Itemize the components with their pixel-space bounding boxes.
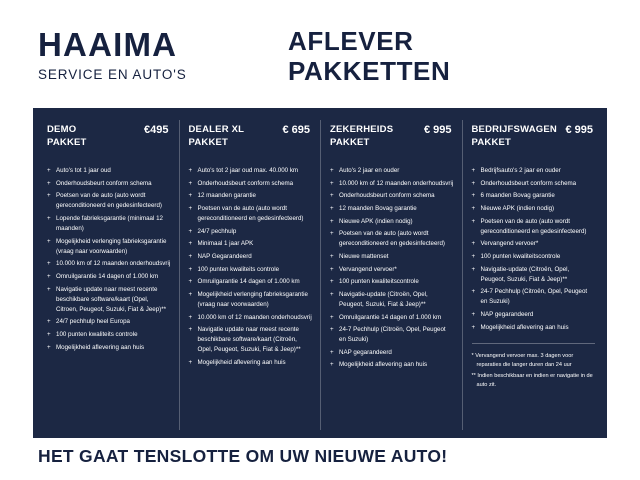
- list-item: + Auto's tot 1 jaar oud: [47, 166, 171, 176]
- package-title-line1: DEMO: [47, 124, 77, 135]
- package-title: [47, 124, 87, 150]
- list-item: + Auto's 2 jaar en ouder: [330, 166, 454, 176]
- page-title-line1: AFLEVER: [288, 26, 414, 56]
- list-item: + Mogelijkheid aflevering aan huis: [47, 343, 171, 353]
- list-item: + Vervangend vervoer*: [330, 265, 454, 275]
- packages-panel: [33, 108, 607, 438]
- package-title-line1: ZEKERHEIDS: [330, 124, 394, 135]
- list-item: + 12 maanden garantie: [189, 191, 313, 201]
- list-item: + Poetsen van de auto (auto wordt gereconditioneerd en gedesinfecteerd): [47, 191, 171, 211]
- package-header: [189, 124, 313, 158]
- package-card-dealer-xl[interactable]: [179, 116, 321, 432]
- list-item: + 100 punten kwaliteitscontrole: [472, 252, 596, 262]
- package-title: [189, 124, 245, 150]
- list-item: + 24/7 pechhulp: [189, 227, 313, 237]
- footnote-navigatie: ** Indien beschikbaar en indien er navigatie in de auto zit.: [471, 373, 593, 389]
- brand-logo: [38, 28, 278, 82]
- brand-subtitle: SERVICE EN AUTO'S: [38, 67, 187, 82]
- list-item: + Lopende fabrieksgarantie (minimaal 12 maanden): [47, 214, 171, 234]
- brand-name: HAAIMA: [38, 26, 178, 63]
- list-item: + Navigatie-update (Citroën, Opel, Peugeot, Suzuki, Fiat & Jeep)**: [472, 265, 596, 285]
- list-item: + 100 punten kwaliteits controle: [47, 330, 171, 340]
- list-item: + Mogelijkheid verlenging fabrieksgarantie (vraag naar voorwaarden): [47, 237, 171, 257]
- package-title: [471, 124, 557, 150]
- list-item: + 100 punten kwaliteitscontrole: [330, 277, 454, 287]
- list-item: + Mogelijkheid aflevering aan huis: [472, 323, 596, 333]
- list-item: + Minimaal 1 jaar APK: [189, 239, 313, 249]
- list-item: + Onderhoudsbeurt conform schema: [330, 191, 454, 201]
- list-item: + 10.000 km of 12 maanden onderhoudsvrij: [189, 313, 313, 323]
- package-feature-list: [330, 166, 454, 371]
- package-card-bedrijfswagen[interactable]: [462, 116, 604, 432]
- package-header: [330, 124, 454, 158]
- list-item: + Mogelijkheid verlenging fabrieksgarantie (vraag naar voorwaarden): [189, 290, 313, 310]
- package-title-line1: BEDRIJFSWAGEN: [471, 124, 557, 135]
- page-title-line2: PAKKETTEN: [288, 56, 451, 87]
- package-card-demo[interactable]: [37, 116, 179, 432]
- list-item: + Onderhoudsbeurt conform schema: [189, 179, 313, 189]
- package-header: [47, 124, 171, 158]
- list-item: + 24-7 Pechhulp (Citroën, Opel, Peugeot en Suzuki): [330, 325, 454, 345]
- list-item: + 12 maanden Bovag garantie: [330, 204, 454, 214]
- page-title: [288, 26, 450, 87]
- package-footnotes: [472, 343, 596, 391]
- package-card-zekerheids[interactable]: [320, 116, 462, 432]
- list-item: + 24-7 Pechhulp (Citroën, Opel, Peugeot en Suzuki): [472, 287, 596, 307]
- list-item: + NAP gegarandeerd: [330, 348, 454, 358]
- list-item: + Bedrijfsauto's 2 jaar en ouder: [472, 166, 596, 176]
- list-item: + Nieuwe mattenset: [330, 252, 454, 262]
- packages-container: [33, 108, 607, 438]
- list-item: + Omruilgarantie 14 dagen of 1.000 km: [47, 272, 171, 282]
- list-item: + NAP Gegarandeerd: [189, 252, 313, 262]
- package-title-line1: DEALER XL: [188, 124, 245, 135]
- list-item: + Omruilgarantie 14 dagen of 1.000 km: [189, 277, 313, 287]
- footer: [0, 438, 640, 480]
- list-item: + Nieuwe APK (indien nodig): [472, 204, 596, 214]
- list-item: + Poetsen van de auto (auto wordt gereconditioneerd en gedesinfecteerd): [330, 229, 454, 249]
- package-title-line2: PAKKET: [47, 136, 87, 148]
- list-item: + Auto's tot 2 jaar oud max. 40.000 km: [189, 166, 313, 176]
- footnote-vervangend-vervoer: * Vervangend vervoer max. 3 dagen voor reparaties die langer duren dan 24 uur: [471, 352, 574, 368]
- package-header: [472, 124, 596, 158]
- list-item: + 100 punten kwaliteits controle: [189, 265, 313, 275]
- list-item: + Mogelijkheid aflevering aan huis: [330, 360, 454, 370]
- package-feature-list: [472, 166, 596, 333]
- list-item: + 10.000 km of 12 maanden onderhoudsvrij: [330, 179, 454, 189]
- list-item: + Nieuwe APK (indien nodig): [330, 217, 454, 227]
- list-item: + Poetsen van de auto (auto wordt gereconditioneerd en gedesinfecteerd): [189, 204, 313, 224]
- list-item: + Navigatie update naar meest recente beschikbare software/kaart (Opel, Citroen, Peugeot, Suzuki, Fiat & Jeep)**: [47, 285, 171, 315]
- list-item: + 10.000 km of 12 maanden onderhoudsvrij: [47, 259, 171, 269]
- package-price: € 995: [423, 124, 452, 136]
- list-item: + Onderhoudsbeurt conform schema: [47, 179, 171, 189]
- package-title-line2: PAKKET: [471, 136, 512, 148]
- package-price: € 695: [282, 124, 310, 136]
- header: [0, 0, 640, 108]
- list-item: + Vervangend vervoer*: [472, 239, 596, 249]
- footer-slogan: HET GAAT TENSLOTTE OM UW NIEUWE AUTO!: [38, 446, 448, 466]
- package-feature-list: [189, 166, 313, 368]
- list-item: + NAP gegarandeerd: [472, 310, 596, 320]
- list-item: + 24/7 pechhulp heel Europa: [47, 317, 171, 327]
- list-item: + Poetsen van de auto (auto wordt gereconditioneerd en gedesinfecteerd): [472, 217, 596, 237]
- package-feature-list: [47, 166, 171, 353]
- list-item: + Onderhoudsbeurt conform schema: [472, 179, 596, 189]
- list-item: + 6 maanden Bovag garantie: [472, 191, 596, 201]
- list-item: + Navigatie update naar meest recente beschikbare software/kaart (Citroën, Opel, Peugeot, Suzuki, Fiat & Jeep)**: [189, 325, 313, 355]
- package-price: € 995: [565, 124, 593, 136]
- list-item: + Mogelijkheid aflevering aan huis: [189, 358, 313, 368]
- package-title-line2: PAKKET: [188, 136, 229, 148]
- list-item: + Navigatie-update (Citroën, Opel, Peugeot, Suzuki, Fiat & Jeep)**: [330, 290, 454, 310]
- list-item: + Omruilgarantie 14 dagen of 1.000 km: [330, 313, 454, 323]
- package-title: [330, 124, 393, 150]
- package-title-line2: PAKKET: [330, 136, 370, 148]
- package-price: €495: [144, 124, 169, 136]
